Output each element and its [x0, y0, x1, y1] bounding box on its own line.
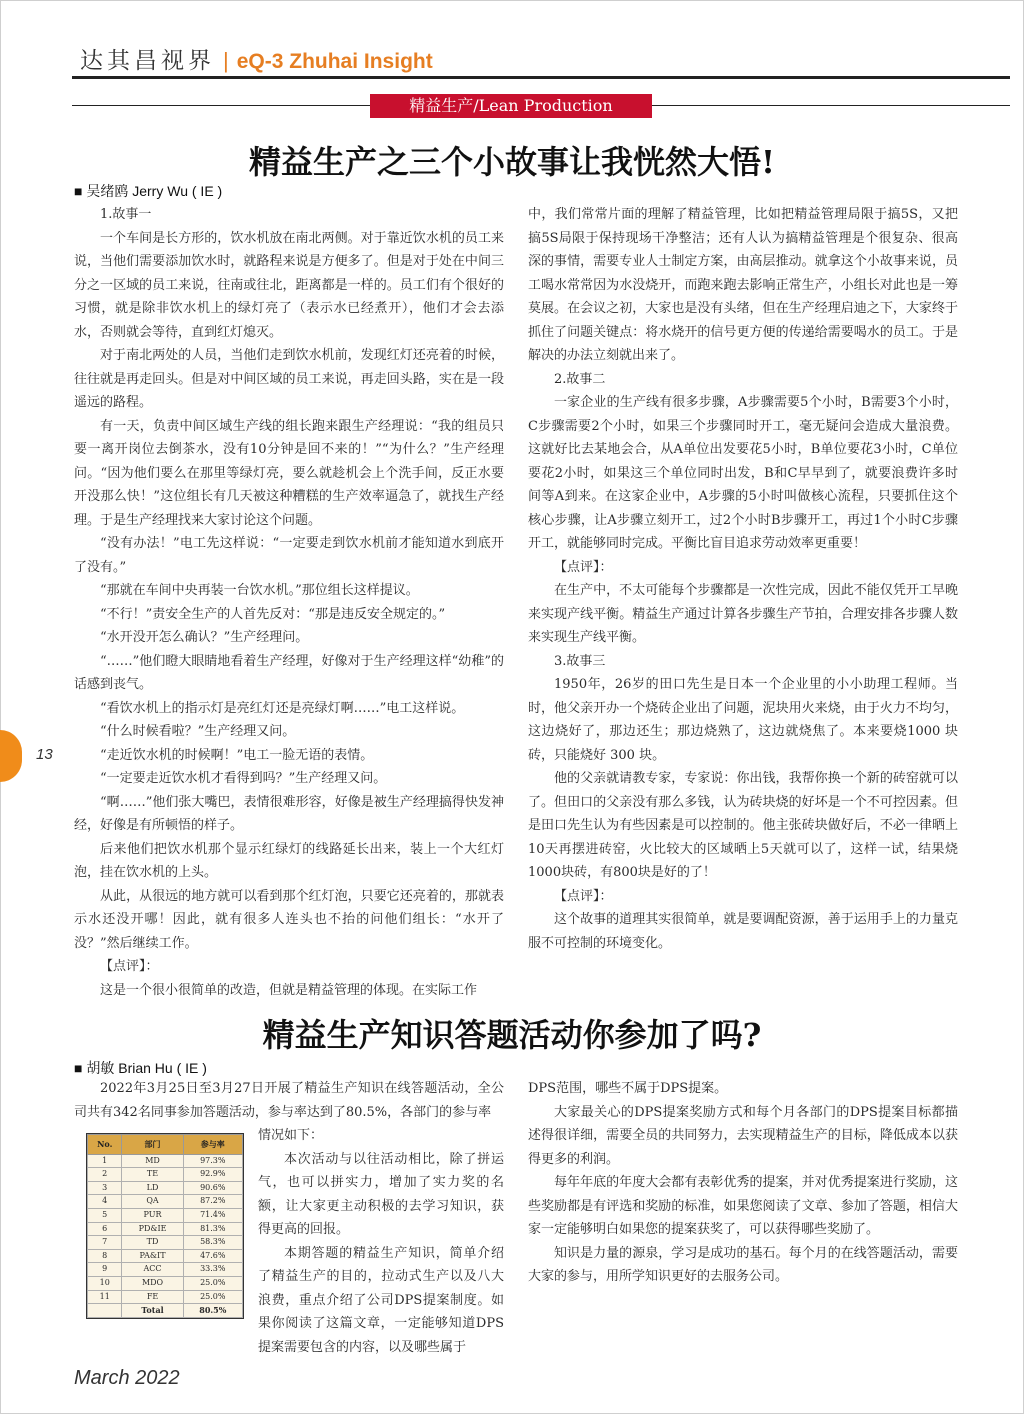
table-cell: LD: [122, 1181, 183, 1195]
table-cell: 25.0%: [183, 1276, 242, 1290]
article2-column-left-wrap: [258, 1124, 504, 1359]
paragraph: 在生产中，不太可能每个步骤都是一次性完成，因此不能仅凭开工早晚来实现产线平衡。精益生产通过计算各步骤生产节拍，合理安排各步骤人数来实现生产线平衡。: [528, 583, 958, 645]
participation-table: [86, 1133, 244, 1319]
table-cell: 8: [88, 1249, 122, 1263]
masthead-brand-en: eQ-3 Zhuhai Insight: [236, 50, 433, 73]
table-cell: 92.9%: [183, 1168, 242, 1182]
paragraph: “走近饮水机的时候啊！”电工一脸无语的表情。: [100, 747, 374, 763]
table-row: [88, 1263, 243, 1277]
table-cell: 7: [88, 1236, 122, 1250]
paragraph: 本期答题的精益生产知识，简单介绍了精益生产的目的，拉动式生产以及八大浪费，重点介绍了公司DPS提案制度。如果你阅读了这篇文章，一定能够知道DPS提案需要包含的内容，以及哪些属于: [258, 1245, 504, 1355]
paragraph: 1950年，26岁的田口先生是日本一个企业里的小小助理工程师。当时，他父亲开办一个烧砖企业出了问题，泥块用火来烧，由于火力不均匀，这边烧好了，那边还生；那边烧熟了，这边就烧焦了。本来要烧1000 块砖，只能烧好 300 块。: [528, 677, 958, 763]
table-cell: 47.6%: [183, 1249, 242, 1263]
table-row: [88, 1195, 243, 1209]
paragraph: 1.故事一: [100, 207, 152, 222]
table-cell: ACC: [122, 1263, 183, 1277]
table-cell: 90.6%: [183, 1181, 242, 1195]
article1-column-left: [74, 203, 504, 1002]
table-cell: Total: [122, 1304, 183, 1318]
table-cell: 3: [88, 1181, 122, 1195]
paragraph: “看饮水机上的指示灯是亮红灯还是亮绿灯啊……”电工这样说。: [100, 700, 465, 716]
table-cell: 9: [88, 1263, 122, 1277]
masthead-separator: |: [223, 48, 229, 73]
section-tag: 精益生产/Lean Production: [370, 94, 652, 118]
paragraph: 这个故事的道理其实很简单，就是要调配资源，善于运用手上的力量克服不可控制的环境变化。: [528, 912, 958, 951]
paragraph: 后来他们把饮水机那个显示红绿灯的线路延长出来，装上一个大红灯泡，挂在饮水机的上头。: [74, 841, 504, 880]
paragraph: 他的父亲就请教专家，专家说：你出钱，我帮你换一个新的砖窑就可以了。但田口的父亲没有那么多钱，认为砖块烧的好坏是一个不可控因素。但是田口先生认为有些因素是可以控制的。他主张砖块做好后，不必一律晒上10天再摆进砖窑，火比较大的区域晒上5天就可以了，这样一试，结果烧1000块砖，有800块是好的了！: [528, 771, 958, 880]
table-cell: TE: [122, 1168, 183, 1182]
article2-title: 精益生产知识答题活动你参加了吗?: [262, 1016, 762, 1054]
table-cell: 11: [88, 1290, 122, 1304]
paragraph: 中，我们常常片面的理解了精益管理，比如把精益管理局限于搞5S，又把搞5S局限于保持现场干净整洁；还有人认为搞精益管理是个很复杂、很高深的事情，需要专业人士制定方案，由高层推动。就拿这个小故事来说，员工喝水常常因为水没烧开，而跑来跑去影响正常生产，小组长对此也是一筹莫展。在会议之初，大家也是没有头绪，但在生产经理启迪之下，大家终于抓住了问题关键点：将水烧开的信号更方便的传递给需要喝水的员工。于是解决的办法立刻就出来了。: [528, 207, 958, 363]
table-cell: 97.3%: [183, 1154, 242, 1168]
table-header-row: [88, 1135, 243, 1155]
table-cell: PUR: [122, 1208, 183, 1222]
masthead-brand-cn: 达其昌视界: [80, 48, 215, 74]
paragraph: 每年年底的年度大会都有表彰优秀的提案，并对优秀提案进行奖励，这些奖励都是有评选和奖励的标准，如果您阅读了文章、参加了答题，相信大家一定能够明白如果您的提案获奖了，可以获得哪些奖励了。: [528, 1175, 958, 1237]
paragraph: “什么时候看啦？”生产经理又问。: [100, 724, 296, 739]
article2-column-right: [528, 1077, 958, 1289]
table-row: [88, 1236, 243, 1250]
paragraph: 知识是力量的源泉，学习是成功的基石。每个月的在线答题活动，需要大家的参与，用所学知识更好的去服务公司。: [528, 1245, 958, 1284]
article2-intro: [74, 1077, 504, 1124]
table-row: [88, 1249, 243, 1263]
table-cell: 33.3%: [183, 1263, 242, 1277]
paragraph: 大家最关心的DPS提案奖励方式和每个月各部门的DPS提案目标都描述得很详细，需要全员的共同努力，去实现精益生产的目标，降低成本以获得更多的利润。: [528, 1104, 958, 1167]
table-header: 部门: [122, 1135, 183, 1155]
table-cell: PA&IT: [122, 1249, 183, 1263]
paragraph: 【点评】：: [554, 559, 613, 575]
table-cell: [88, 1304, 122, 1318]
article1-title: 精益生产之三个小故事让我恍然大悟!: [248, 143, 776, 181]
table-cell: 71.4%: [183, 1208, 242, 1222]
table-cell: 87.2%: [183, 1195, 242, 1209]
paragraph: “不行！”责安全生产的人首先反对：“那是违反安全规定的。”: [100, 606, 446, 622]
table-cell: 80.5%: [183, 1304, 242, 1318]
table-cell: 5: [88, 1208, 122, 1222]
paragraph: 2022年3月25日至3月27日开展了精益生产知识在线答题活动，全公司共有342名同事参加答题活动，参与率达到了80.5%，各部门的参与率: [74, 1081, 504, 1120]
table-cell: PD&IE: [122, 1222, 183, 1236]
table-cell: FE: [122, 1290, 183, 1304]
table-row: [88, 1222, 243, 1236]
paragraph: “一定要走近饮水机才看得到吗？”生产经理又问。: [100, 771, 387, 786]
paragraph: DPS范围，哪些不属于DPS提案。: [528, 1081, 728, 1096]
paragraph: 一家企业的生产线有很多步骤，A步骤需要5个小时，B需要3个小时，C步骤需要2个小时，如果三个步骤同时开工，毫无疑问会造成大量浪费。这就好比去某地会合，从A单位出发要花5小时，B单位要花3小时，C单位要花2小时，如果这三个单位同时出发，B和C早早到了，就要浪费许多时间等A到来。在这家企业中，A步骤的5小时叫做核心流程，只要抓住这个核心步骤，让A步骤立刻开工，过2个小时B步骤开工，再过1个小时C步骤开工，就能够同时完成。平衡比盲目追求劳动效率更重要！: [528, 395, 958, 551]
paragraph: 本次活动与以往活动相比，除了拼运气，也可以拼实力，增加了实力奖的名额，让大家更主动积极的去学习知识，获得更高的回报。: [258, 1151, 504, 1237]
paragraph: “……”他们瞪大眼睛地看着生产经理，好像对于生产经理这样“幼稚”的话感到丧气。: [74, 653, 504, 692]
table-total-row: [88, 1304, 243, 1318]
table-cell: 1: [88, 1154, 122, 1168]
table-cell: QA: [122, 1195, 183, 1209]
paragraph: 从此，从很远的地方就可以看到那个红灯泡，只要它还亮着的，那就表示水还没开哪！因此，就有很多人连头也不抬的问他们组长：“水开了没？”然后继续工作。: [74, 888, 504, 951]
paragraph: 对于南北两处的人员，当他们走到饮水机前，发现红灯还亮着的时候，往往就是再走回头。但是对中间区域的员工来说，再走回头路，实在是一段遥远的路程。: [74, 348, 504, 410]
paragraph: “水开没开怎么确认？”生产经理问。: [100, 630, 309, 645]
table-row: [88, 1154, 243, 1168]
paragraph: 3.故事三: [554, 653, 606, 669]
table-cell: 81.3%: [183, 1222, 242, 1236]
paragraph: 一个车间是长方形的，饮水机放在南北两侧。对于靠近饮水机的员工来说，当他们需要添加饮水时，就路程来说是方便多了。但是对于处在中间三分之一区域的员工来说，往南或往北，距离都是一样的。员工们有个很好的习惯，就是除非饮水机上的绿灯亮了（表示水已经煮开），他们才会去添水，否则就会等待，直到红灯熄灭。: [74, 230, 504, 340]
paragraph: 有一天，负责中间区域生产线的组长跑来跟生产经理说：“我的组员只要一离开岗位去倒茶水，没有10分钟是回不来的！”“为什么？”生产经理问。“因为他们要么在那里等绿灯亮，要么就趁机会上个洗手间，反正水要开没那么快！”这位组长有几天被这种糟糕的生产效率逼急了，就找生产经理。于是生产经理找来大家讨论这个问题。: [74, 418, 504, 528]
paragraph: 情况如下：: [258, 1128, 324, 1143]
paragraph: 2.故事二: [554, 371, 606, 387]
paragraph: 这是一个很小很简单的改造，但就是精益管理的体现。在实际工作: [100, 982, 478, 998]
masthead-rule: [72, 76, 1010, 79]
table-row: [88, 1208, 243, 1222]
table-row: [88, 1276, 243, 1290]
page-number: 13: [36, 746, 53, 763]
paragraph: “啊……”他们张大嘴巴，表情很难形容，好像是被生产经理搞得快发神经，好像是有所顿悟的样子。: [74, 794, 504, 833]
issue-date: March 2022: [74, 1367, 180, 1389]
table-row: [88, 1290, 243, 1304]
table-cell: 6: [88, 1222, 122, 1236]
table-header: 参与率: [183, 1135, 242, 1155]
paragraph: “没有办法！”电工先这样说：“一定要走到饮水机前才能知道水到底开了没有。”: [74, 536, 504, 575]
table-cell: TD: [122, 1236, 183, 1250]
article1-author: ■ 吴绪鸥 Jerry Wu ( IE ): [74, 183, 223, 199]
masthead: [80, 42, 433, 78]
table-cell: 2: [88, 1168, 122, 1182]
paragraph: 【点评】：: [554, 888, 613, 904]
table-row: [88, 1181, 243, 1195]
table-header: No.: [88, 1135, 122, 1155]
table-cell: 58.3%: [183, 1236, 242, 1250]
table-cell: MD: [122, 1154, 183, 1168]
table-cell: 10: [88, 1276, 122, 1290]
table-cell: MDO: [122, 1276, 183, 1290]
table-row: [88, 1168, 243, 1182]
article2-author: ■ 胡敏 Brian Hu ( IE ): [74, 1060, 207, 1076]
table-cell: 25.0%: [183, 1290, 242, 1304]
table-cell: 4: [88, 1195, 122, 1209]
paragraph: 【点评】：: [100, 959, 159, 974]
paragraph: “那就在车间中央再装一台饮水机。”那位组长这样提议。: [100, 583, 419, 598]
article1-column-right: [528, 203, 958, 955]
